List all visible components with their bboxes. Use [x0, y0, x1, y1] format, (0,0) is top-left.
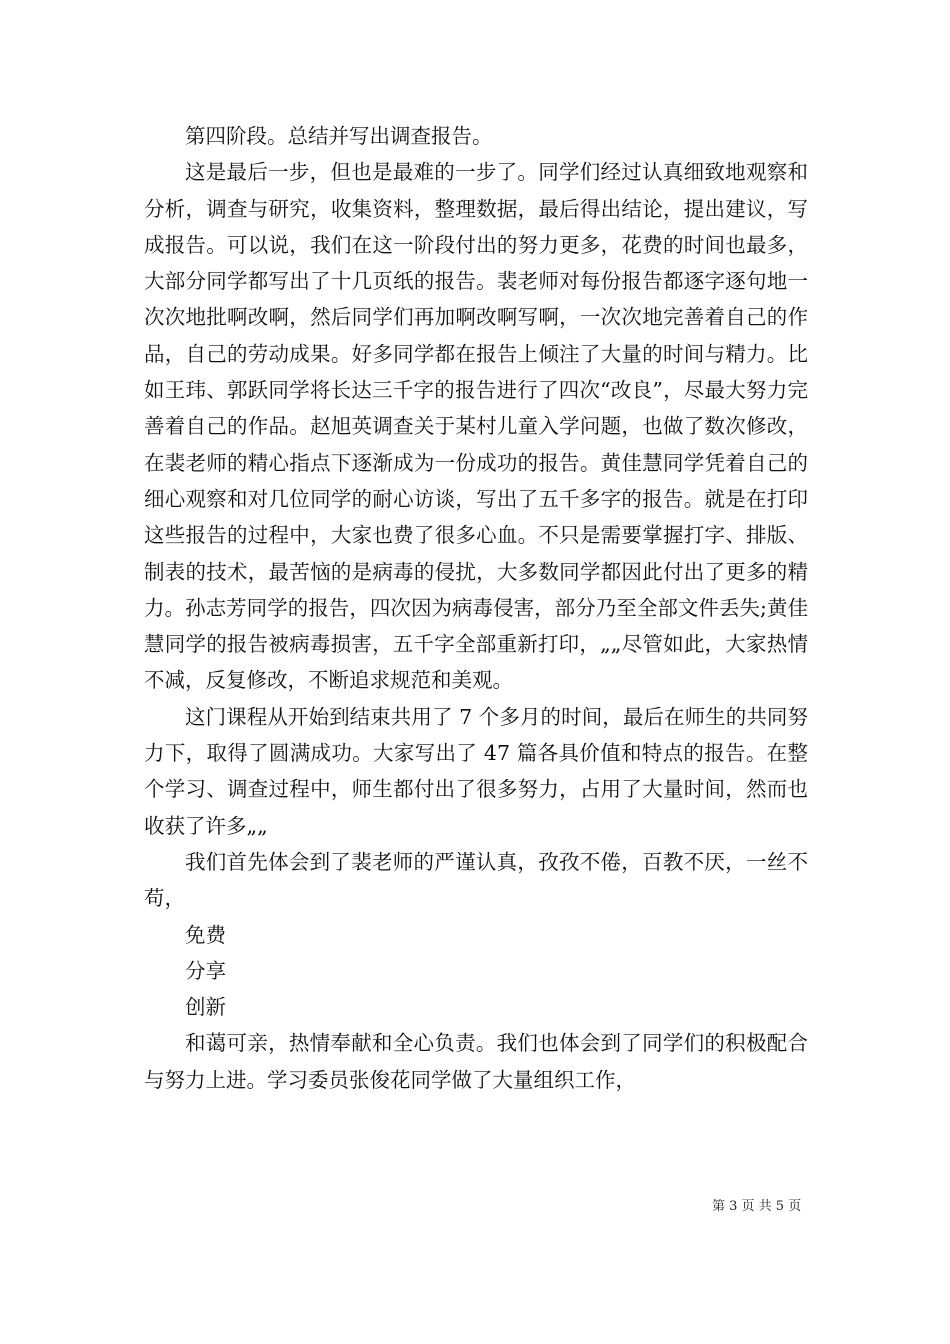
- paragraph-teacher-praise: 我们首先体会到了裴老师的严谨认真，孜孜不倦，百教不厌，一丝不苟，: [144, 849, 808, 911]
- paragraph-cooperation: 和蔼可亲，热情奉献和全心负责。我们也体会到了同学们的积极配合与努力上进。学习委员张俊花同学做了大量组织工作，: [144, 1031, 808, 1092]
- paragraph-stage-four-heading: 第四阶段。总结并写出调查报告。: [185, 124, 493, 148]
- document-body: [144, 118, 808, 1098]
- paragraph-share: 分享: [185, 958, 226, 983]
- paragraph-innovate: 创新: [185, 995, 226, 1020]
- paragraph-free: 免费: [185, 922, 226, 947]
- page-number-footer: 第 3 页 共 5 页: [712, 1199, 802, 1214]
- paragraph-report-writing: 这是最后一步，但也是最难的一步了。同学们经过认真细致地观察和分析，调查与研究，收集资料，整理数据，最后得出结论，提出建议，写成报告。可以说，我们在这一阶段付出的努力更多，花费的时间也最多，大部分同学都写出了十几页纸的报告。裴老师对每份报告都逐字逐句地一次次地批啊改啊，然后同学们再加啊改啊写啊，一次次地完善着自己的作品，自己的劳动成果。好多同学都在报告上倾注了大量的时间与精力。比如王玮、郭跃同学将长达三千字的报告进行了四次“改良”，尽最大努力完善着自己的作品。赵旭英调查关于某村儿童入学问题，也做了数次修改，在裴老师的精心指点下逐渐成为一份成功的报告。黄佳慧同学凭着自己的细心观察和对几位同学的耐心访谈，写出了五千多字的报告。就是在打印这些报告的过程中，大家也费了很多心血。不只是需要掌握打字、排版、制表的技术，最苦恼的是病毒的侵扰，大多数同学都因此付出了更多的精力。孙志芳同学的报告，四次因为病毒侵害，部分乃至全部文件丢失;黄佳慧同学的报告被病毒损害，五千字全部重新打印，„„尽管如此，大家热情不减，反复修改，不断追求规范和美观。: [144, 160, 808, 693]
- paragraph-course-summary: 这门课程从开始到结束共用了 7 个多月的时间，最后在师生的共同努力下，取得了圆满成功。大家写出了 47 篇各具价值和特点的报告。在整个学习、调查过程中，师生都付出了很多努力，占用了大量时间，然而也收获了许多„„: [144, 704, 808, 838]
